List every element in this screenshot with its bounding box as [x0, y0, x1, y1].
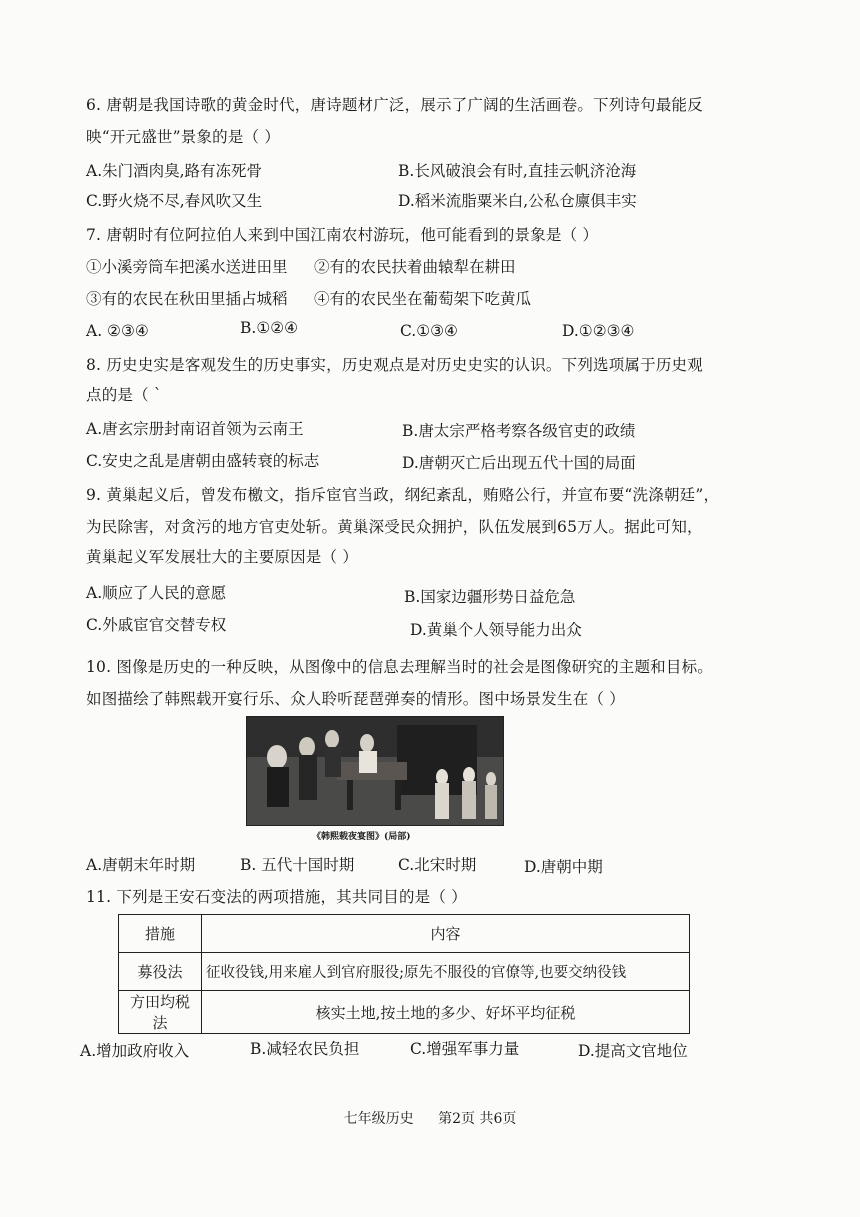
table-row: [119, 991, 690, 1034]
q7-option-a[interactable]: A. ②③④: [86, 322, 149, 340]
q10-stem-line1: 10. 图像是历史的一种反映，从图像中的信息去理解当时的社会是图像研究的主题和目标。: [86, 658, 713, 676]
q11-stem: 11. 下列是王安石变法的两项措施，其共同目的是（ ）: [86, 888, 467, 906]
q11-option-d[interactable]: D.提高文官地位: [578, 1042, 688, 1060]
q6-option-c[interactable]: C.野火烧不尽,春风吹又生: [86, 192, 263, 210]
painting-illustration: [247, 717, 503, 825]
q6-option-a[interactable]: A.朱门酒肉臭,路有冻死骨: [86, 162, 263, 180]
q7-item-4: ④有的农民坐在葡萄架下吃黄瓜: [314, 290, 532, 308]
q11-option-b[interactable]: B.减轻农民负担: [250, 1040, 360, 1058]
q11-option-c[interactable]: C.增强军事力量: [410, 1040, 520, 1058]
q8-option-a[interactable]: A.唐玄宗册封南诏首领为云南王: [86, 420, 304, 438]
table-cell: 募役法: [119, 953, 202, 991]
q7-option-c[interactable]: C.①③④: [400, 322, 458, 340]
q7-item-1: ①小溪旁筒车把溪水送进田里: [86, 258, 288, 276]
q7-option-b[interactable]: B.①②④: [240, 319, 299, 337]
q9-option-c[interactable]: C.外戚宦官交替专权: [86, 616, 227, 634]
q6-option-d[interactable]: D.稻米流脂粟米白,公私仓廪俱丰实: [398, 192, 637, 210]
footer-page-number: 第2页 共6页: [438, 1111, 517, 1127]
q9-option-a[interactable]: A.顺应了人民的意愿: [86, 584, 227, 602]
q8-option-c[interactable]: C.安史之乱是唐朝由盛转衰的标志: [86, 452, 320, 470]
q8-option-b[interactable]: B.唐太宗严格考察各级官吏的政绩: [402, 422, 636, 440]
q10-stem-line2: 如图描绘了韩熙载开宴行乐、众人聆听琵琶弹奏的情形。图中场景发生在（ ）: [86, 690, 625, 708]
table-cell: 方田均税法: [119, 991, 202, 1034]
q8-stem-line2: 点的是（ `: [86, 386, 162, 404]
q6-stem-line1: 6. 唐朝是我国诗歌的黄金时代，唐诗题材广泛，展示了广阔的生活画卷。下列诗句最能反: [86, 96, 703, 114]
table-header-cell: 内容: [202, 915, 690, 953]
q10-option-a[interactable]: A.唐朝末年时期: [86, 856, 196, 874]
q8-option-d[interactable]: D.唐朝灭亡后出现五代十国的局面: [402, 454, 636, 472]
q8-stem-line1: 8. 历史史实是客观发生的历史事实，历史观点是对历史史实的认识。下列选项属于历史观: [86, 356, 703, 374]
q9-stem-line1: 9. 黄巢起义后，曾发布檄文，指斥宦官当政，纲纪紊乱，贿赂公行，并宣布要“洗涤朝廷”，: [86, 486, 720, 504]
table-row: [119, 953, 690, 991]
q6-option-b[interactable]: B.长风破浪会有时,直挂云帆济沧海: [398, 162, 637, 180]
q7-item-3: ③有的农民在秋田里插占城稻: [86, 290, 288, 308]
table-header-row: [119, 915, 690, 953]
painting-caption: 《韩熙载夜宴图》(局部): [312, 832, 411, 842]
q9-option-d[interactable]: D.黄巢个人领导能力出众: [410, 621, 582, 639]
q9-option-b[interactable]: B.国家边疆形势日益危急: [404, 588, 576, 606]
table-cell: 征收役钱,用来雇人到官府服役;原先不服役的官僚等,也要交纳役钱: [202, 953, 690, 991]
q10-option-c[interactable]: C.北宋时期: [398, 856, 477, 874]
q7-option-d[interactable]: D.①②③④: [562, 322, 635, 340]
page-footer: [0, 1108, 860, 1128]
q10-option-b[interactable]: B. 五代十国时期: [240, 856, 355, 874]
q7-stem: 7. 唐朝时有位阿拉伯人来到中国江南农村游玩，他可能看到的景象是（ ）: [86, 226, 599, 244]
painting-image: [246, 716, 504, 826]
footer-subject: 七年级历史: [343, 1111, 414, 1127]
table-header-cell: 措施: [119, 915, 202, 953]
q9-stem-line3: 黄巢起义军发展壮大的主要原因是（ ）: [86, 548, 359, 566]
q10-option-d[interactable]: D.唐朝中期: [524, 858, 603, 876]
q11-option-a[interactable]: A.增加政府收入: [80, 1042, 190, 1060]
reform-measures-table: [118, 914, 690, 1034]
q9-stem-line2: 为民除害，对贪污的地方官吏处斩。黄巢深受民众拥护，队伍发展到65万人。据此可知，: [86, 518, 703, 536]
table-cell: 核实土地,按土地的多少、好坏平均征税: [202, 991, 690, 1034]
q7-item-2: ②有的农民扶着曲辕犁在耕田: [314, 258, 516, 276]
q6-stem-line2: 映“开元盛世”景象的是（ ）: [86, 128, 281, 146]
